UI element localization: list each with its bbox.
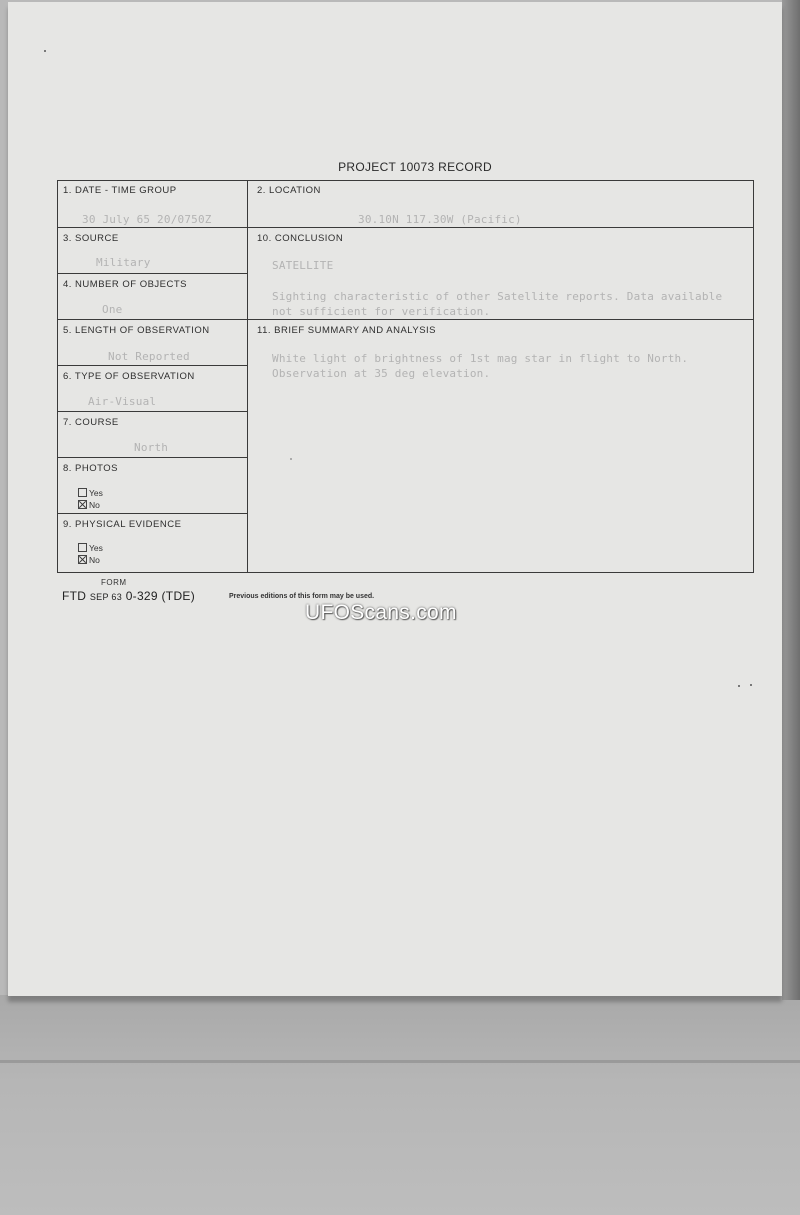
length-of-observation-value: Not Reported — [108, 350, 190, 363]
conclusion-detail: Sighting characteristic of other Satellite reports. Data available not sufficient for verification. — [272, 290, 723, 318]
paper-speck — [750, 684, 752, 686]
row-divider — [58, 365, 248, 366]
surface-edge — [0, 1060, 800, 1063]
source-label: 3. SOURCE — [63, 233, 119, 244]
checkbox-unchecked-icon — [78, 488, 87, 497]
date-time-label: 1. DATE - TIME GROUP — [63, 185, 177, 196]
photos-no-label: No — [89, 500, 100, 510]
photos-label: 8. PHOTOS — [63, 463, 119, 474]
form-code-date: SEP 63 — [89, 592, 123, 602]
number-of-objects-label: 4. NUMBER OF OBJECTS — [63, 279, 188, 290]
paper-speck — [44, 50, 46, 52]
row-divider — [58, 319, 753, 320]
photos-yes-label: Yes — [89, 488, 103, 498]
physical-evidence-label: 9. PHYSICAL EVIDENCE — [63, 519, 182, 530]
watermark: UFOScans.com — [305, 601, 457, 624]
form-code-prefix: FTD — [62, 589, 87, 603]
physical-evidence-yes-label: Yes — [89, 543, 103, 553]
row-divider — [58, 513, 248, 514]
type-of-observation-label: 6. TYPE OF OBSERVATION — [63, 371, 195, 382]
page-shadow-edge — [782, 0, 800, 1000]
location-label: 2. LOCATION — [257, 185, 321, 196]
type-of-observation-value: Air-Visual — [88, 395, 157, 408]
course-label: 7. COURSE — [63, 417, 119, 428]
row-divider — [58, 411, 248, 412]
form-title: PROJECT 10073 RECORD — [338, 160, 492, 174]
summary-value: White light of brightness of 1st mag star in flight to North. Observation at 35 deg elevation. — [272, 352, 689, 380]
background-surface — [0, 995, 800, 1215]
checkbox-unchecked-icon — [78, 543, 87, 552]
conclusion-value: SATELLITE — [272, 259, 334, 272]
checkbox-checked-icon — [78, 555, 87, 564]
row-divider — [58, 227, 753, 228]
source-value: Military — [96, 256, 151, 269]
number-of-objects-value: One — [102, 303, 123, 316]
photos-yes-option — [78, 488, 103, 498]
course-value: North — [134, 441, 169, 454]
date-time-value: 30 July 65 20/0750Z — [82, 213, 212, 226]
length-of-observation-label: 5. LENGTH OF OBSERVATION — [63, 325, 210, 336]
location-value: 30.10N 117.30W (Pacific) — [358, 213, 522, 226]
physical-evidence-no-option — [78, 555, 100, 565]
footer-form-label: FORM — [101, 578, 127, 587]
conclusion-label: 10. CONCLUSION — [257, 233, 344, 244]
row-divider — [58, 457, 248, 458]
checkbox-checked-icon — [78, 500, 87, 509]
form-code-number: 0-329 (TDE) — [125, 589, 196, 603]
physical-evidence-no-label: No — [89, 555, 100, 565]
summary-label: 11. BRIEF SUMMARY AND ANALYSIS — [257, 325, 437, 336]
record-form — [57, 180, 754, 573]
photos-no-option — [78, 500, 100, 510]
footer-note: Previous editions of this form may be used. — [229, 593, 375, 600]
physical-evidence-yes-option — [78, 543, 103, 553]
paper-speck — [738, 685, 740, 687]
form-code — [62, 589, 195, 603]
paper-speck — [290, 458, 292, 460]
row-divider — [58, 273, 248, 274]
